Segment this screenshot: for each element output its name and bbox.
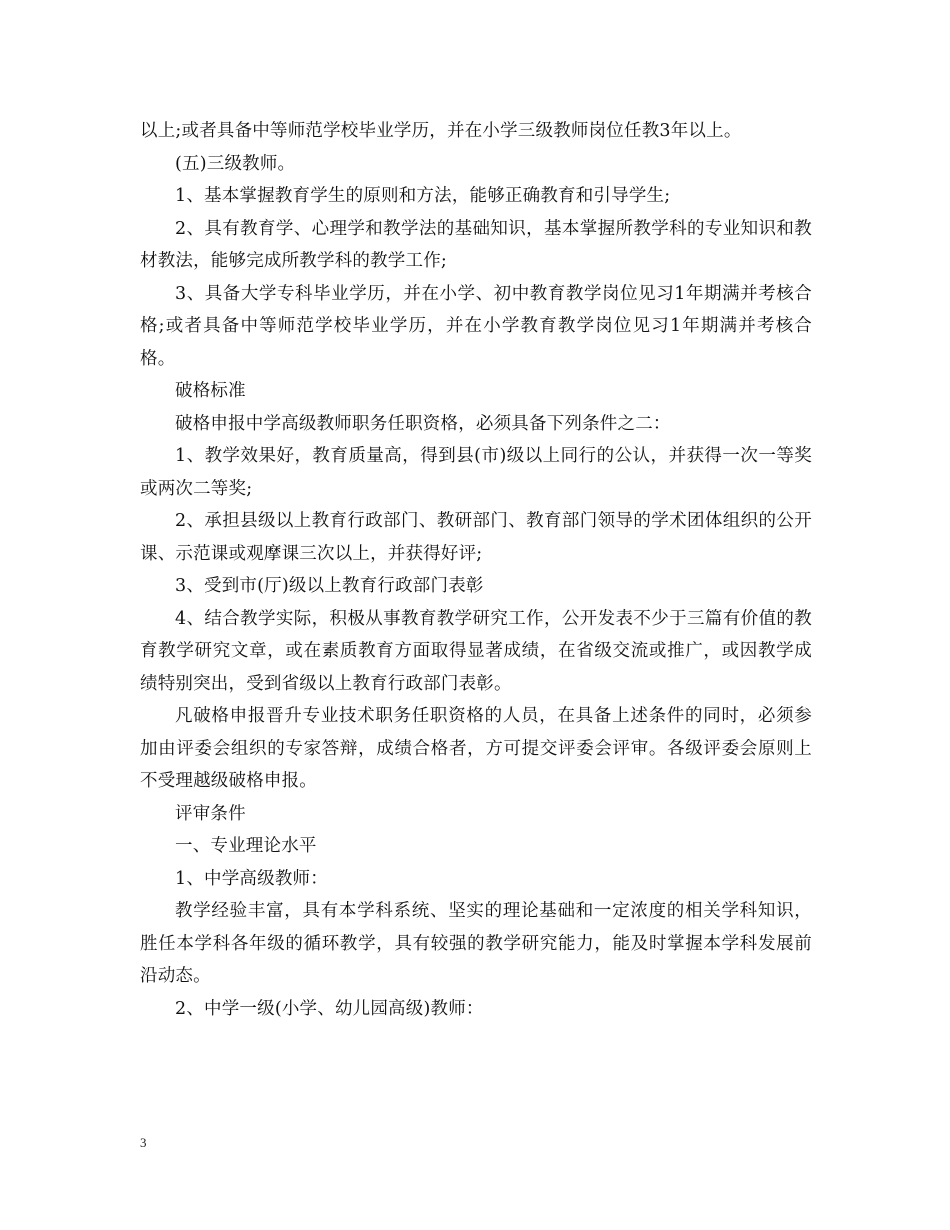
paragraph: 破格申报中学高级教师职务任职资格，必须具备下列条件之二： — [175, 413, 671, 434]
paragraph: 教学经验丰富，具有本学科系统、坚实的理论基础和一定浓度的相关学科知识，胜任本学科各年级的循环教学，具有较强的教学研究能力，能及时掌握本学科发展前沿动态。 — [140, 901, 812, 986]
paragraph: (五)三级教师。 — [175, 153, 296, 174]
paragraph: 2、具有教育学、心理学和教学法的基础知识，基本掌握所教学科的专业知识和教材教法，能够完成所教学科的教学工作; — [140, 218, 812, 271]
paragraph: 1、基本掌握教育学生的原则和方法，能够正确教育和引导学生; — [175, 186, 671, 206]
paragraph: 3、具备大学专科毕业学历，并在小学、初中教育教学岗位见习1年期满并考核合格;或者具备中等师范学校毕业学历，并在小学教育教学岗位见习1年期满并考核合格。 — [140, 283, 812, 369]
document-body — [140, 115, 812, 1025]
paragraph: 4、结合教学实际，积极从事教育教学研究工作，公开发表不少于三篇有价值的教育教学研究文章，或在素质教育方面取得显著成绩，在省级交流或推广，或因教学成绩特别突出，受到省级以上教育行政部门表彰。 — [140, 608, 812, 694]
paragraph: 凡破格申报晋升专业技术职务任职资格的人员，在具备上述条件的同时，必须参加由评委会组织的专家答辩，成绩合格者，方可提交评委会评审。各级评委会原则上不受理越级破格申报。 — [140, 706, 812, 791]
section-heading: 破格标准 — [175, 381, 246, 401]
subsection-heading: 一、专业理论水平 — [175, 836, 317, 856]
page-number: 3 — [140, 1135, 147, 1150]
paragraph: 2、中学一级(小学、幼儿园高级)教师： — [175, 998, 484, 1019]
section-heading: 评审条件 — [175, 803, 246, 824]
paragraph: 以上;或者具备中等师范学校毕业学历，并在小学三级教师岗位任教3年以上。 — [140, 121, 742, 141]
paragraph: 1、中学高级教师： — [175, 868, 328, 889]
paragraph: 3、受到市(厅)级以上教育行政部门表彰 — [175, 576, 484, 596]
paragraph: 2、承担县级以上教育行政部门、教研部门、教育部门领导的学术团体组织的公开课、示范课或观摩课三次以上，并获得好评; — [140, 511, 812, 564]
paragraph: 1、教学效果好，教育质量高，得到县(市)级以上同行的公认，并获得一次一等奖或两次二等奖; — [140, 446, 812, 499]
